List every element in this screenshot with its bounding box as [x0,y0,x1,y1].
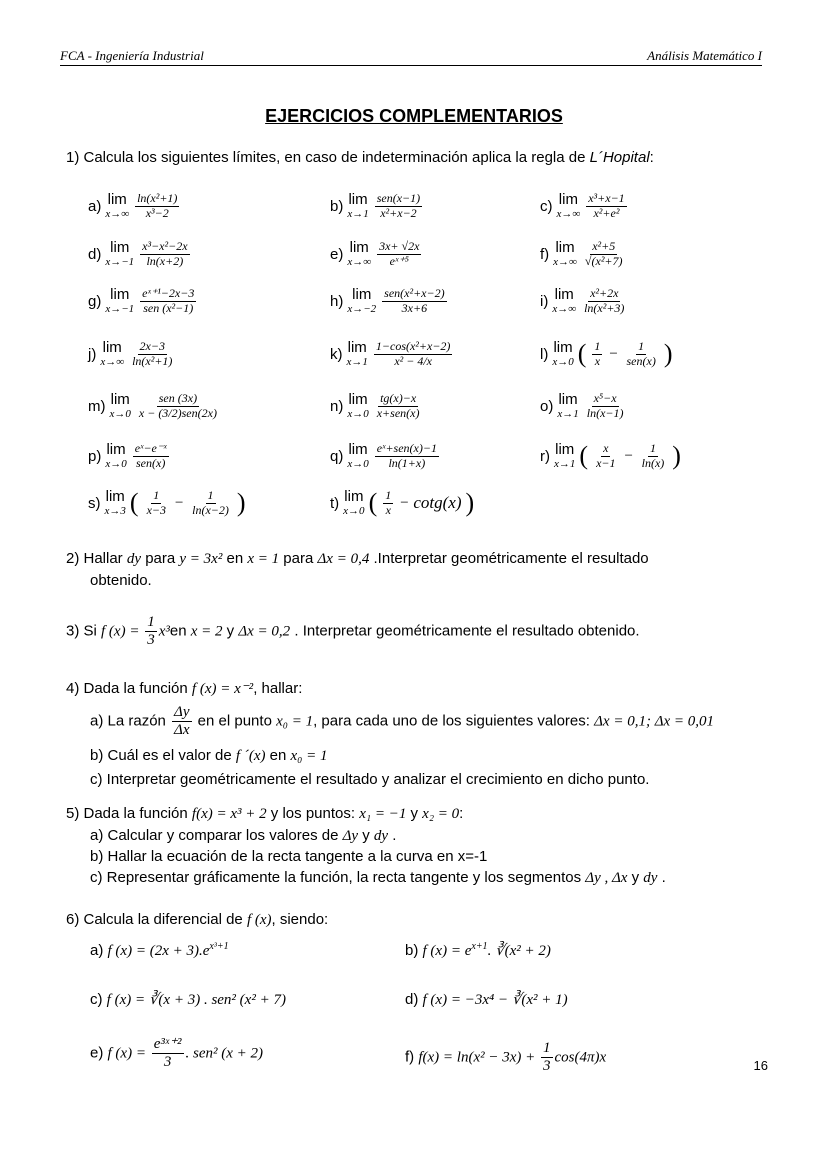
numerator: x⁵−x [593,391,617,405]
numerator: sen(x²+x−2) [384,286,445,300]
limit-subscript: x→3 [104,505,126,518]
exercise-6e [90,1036,390,1072]
limit-item [330,192,424,221]
limit-item [540,240,627,269]
exercise-6b [405,941,765,960]
lim-word: lim [555,441,575,459]
math-expression: x³+1 [209,941,229,952]
limit-label: l) [540,345,549,363]
fraction [140,287,196,316]
numerator: eˣ⁺¹−2x−3 [142,286,195,300]
right-paren: ) [465,488,475,518]
limit-label: n) [330,397,344,415]
limit-operator [347,240,371,268]
limit-subscript: x→−2 [347,303,377,316]
limit-operator [100,340,124,368]
denominator: ln(1+x) [388,455,426,470]
limit-operator [110,392,131,420]
limit-operator [347,392,368,420]
math-expression: f (x) = (2x + 3).e [107,943,210,959]
limit-operator [105,442,126,470]
text-segment: .Interpretar geométricamente el resultado [369,550,649,567]
limit-item [88,240,192,269]
math-expression: f(x) = x³ + 2 [191,806,267,822]
page-header [60,48,762,66]
fraction [583,240,625,269]
math-expression: dy [126,551,142,567]
limit-item [88,442,171,471]
limit-label: j) [88,345,97,363]
lim-word: lim [558,391,578,409]
minus-sign: − [623,447,634,464]
math-expression: f (x) = −3x⁴ − ∛(x² + 1) [422,992,568,1008]
right-paren: ) [236,488,246,518]
numerator: Δy [172,704,191,722]
text-segment: y [627,869,644,886]
text-segment: para [141,550,180,567]
text-segment: a) Calcular y comparar los valores de [90,827,343,844]
fraction [625,340,658,369]
limit-item [330,340,454,369]
math-expression: x = 1 [247,551,280,567]
limit-operator [552,340,573,368]
math-expression: Δy [342,828,359,844]
limit-operator [105,287,134,315]
limit-item [540,192,629,221]
limit-label: a) [88,197,102,215]
math-expression: x+1 [471,941,488,952]
limit-item [330,489,474,518]
numerator: 2x−3 [139,339,165,353]
limit-label: i) [540,292,549,310]
text-segment: para [279,550,318,567]
denominator: x [385,502,391,517]
denominator: √(x²+7) [584,253,623,268]
numerator: 1 [153,488,160,502]
limit-subscript: x→0 [347,408,369,421]
limit-operator [347,287,376,315]
limit-item [330,442,441,471]
text-segment: a) [90,942,108,959]
fraction [375,392,422,421]
math-expression: f ´(x) [235,748,266,764]
limit-label: s) [88,494,101,512]
limit-item [88,489,246,518]
limit-subscript: x→1 [557,408,579,421]
text-segment: en [265,747,291,764]
text-segment: c) Representar gráficamente la función, la recta tangente y los segmentos [90,869,586,886]
exercise-3 [66,614,766,650]
limit-subscript: x→∞ [105,208,130,221]
limit-subscript: x→−1 [105,303,135,316]
text-segment: f) [405,1048,419,1066]
denominator: x−3 [146,502,166,517]
math-expression: dy [643,870,658,886]
math-expression: f (x) = [107,1045,150,1062]
limit-item [88,192,181,221]
limit-subscript: x→0 [552,356,574,369]
exercise-5c [90,869,790,887]
fraction [592,340,602,369]
lim-word: lim [105,488,125,506]
text-segment: , siendo: [271,911,329,928]
exercise-5b [90,848,790,865]
text-segment: , para cada uno de los siguientes valores: [313,712,595,730]
exercise-6a [90,941,390,960]
lim-word: lim [554,286,574,304]
numerator: x³−x²−2x [142,239,188,253]
numerator: 1 [385,488,392,502]
math-expression: f (x) = ∛(x + 3) . sen² (x² + 7) [106,992,286,1008]
limit-item [540,340,673,369]
text-segment: b) Hallar la ecuación de la recta tangente a la curva en x=-1 [90,848,488,865]
text-segment: 6) Calcula la diferencial de [66,911,247,928]
exercise-2-line2 [90,572,790,589]
limit-item [540,287,628,316]
denominator: ln(x+2) [146,253,184,268]
header-right: Análisis Matemático I [647,48,762,63]
limit-operator [553,240,577,268]
lim-word: lim [348,191,368,209]
math-expression: Δx = 0,1; Δx = 0,01 [594,713,715,730]
exercise-6c [90,990,390,1009]
fraction [640,442,667,471]
denominator: x³−2 [145,205,169,220]
limit-subscript: x→1 [346,356,368,369]
limit-item [88,340,176,369]
limit-subscript: x→∞ [100,356,125,369]
numerator: sen(x−1) [376,191,421,205]
lim-word: lim [349,239,369,257]
numerator: 1 [541,1040,553,1058]
limit-subscript: x→0 [343,505,365,518]
text-segment: 5) Dada la función [66,805,192,822]
title-text: EJERCICIOS COMPLEMENTARIOS [265,106,563,126]
limit-label: r) [540,447,550,465]
fraction [152,1036,184,1072]
denominator: x²+x−2 [380,205,417,220]
limit-item [88,392,221,421]
fraction [374,340,453,369]
limit-item [88,287,198,316]
denominator: x − (3/2)sen(2x) [138,405,217,420]
fraction [140,240,189,269]
text-segment: b) [405,942,423,959]
math-expression: x³ [158,623,170,640]
denominator: Δx [174,722,190,739]
lim-word: lim [107,191,127,209]
fraction [130,340,174,369]
minus-sign: − [399,494,410,511]
text-segment: y los puntos: [266,805,360,822]
text-segment: 4) Dada la función [66,680,192,697]
right-paren: ) [663,339,673,369]
denominator: sen(x) [626,353,656,368]
numerator: 3x+ √2x [379,239,420,253]
limit-label: f) [540,245,550,263]
fraction [145,614,157,650]
denominator: ln(x²+3) [584,300,625,315]
exercise-6f [405,1040,765,1076]
limit-operator [347,192,368,220]
text-segment: en [169,622,191,640]
fraction [582,287,626,316]
math-expression: x₀ = 1 [276,713,314,730]
page-title [0,106,828,127]
limit-label: t) [330,494,340,512]
math-expression: x₁ = −1 [359,806,407,822]
text-segment: : [459,805,464,822]
lim-word: lim [352,286,372,304]
math-expression: x = 2 [190,623,223,640]
denominator: eˣ⁺⁵ [389,253,409,268]
exercise-4b [90,747,790,765]
limit-operator [557,192,581,220]
math-expression: Δx = 0,2 [238,623,291,640]
lim-word: lim [110,286,130,304]
lim-word: lim [558,191,578,209]
exercise-2 [66,550,766,568]
fraction [377,240,421,269]
math-expression: x₀ = 1 [290,748,328,764]
numerator: x²+5 [592,239,616,253]
denominator: ln(x−1) [586,405,624,420]
q1-italic: L´Hopital [589,149,650,166]
limit-subscript: x→∞ [556,208,581,221]
lim-word: lim [110,239,130,257]
tail-expression: cotg(x) [413,493,462,513]
lim-word: lim [344,488,364,506]
numerator: 1 [145,614,157,632]
text-segment: c) Interpretar geométricamente el resultado y analizar el crecimiento en dicho punto. [90,771,650,788]
lim-word: lim [102,339,122,357]
right-paren: ) [672,441,681,471]
numerator: x³+x−1 [588,191,625,205]
page-number: 16 [753,1058,768,1073]
left-paren: ( [368,488,378,518]
text-segment: y [222,622,239,640]
numerator: 1 [207,488,214,502]
math-expression: Δx = 0,4 [317,551,370,567]
exercise-4c [90,771,790,788]
limit-subscript: x→∞ [347,256,372,269]
numerator: 1−cos(x²+x−2) [375,339,451,353]
numerator: sen (3x) [158,391,198,405]
limit-subscript: x→1 [347,208,369,221]
text-segment: e) [90,1044,108,1062]
math-expression: dy [373,828,389,844]
numerator: tg(x)−x [380,391,417,405]
limit-item [330,287,449,316]
denominator: 3x+6 [401,300,428,315]
fraction [375,442,439,471]
limit-operator [552,287,576,315]
fraction [133,442,169,471]
lim-word: lim [555,239,575,257]
fraction [594,442,617,471]
math-expression: f (x) = x⁻² [191,681,254,697]
exercise-5 [66,805,766,823]
math-expression: x₂ = 0 [422,806,460,822]
math-expression: . sen² (x + 2) [185,1045,264,1062]
fraction [375,192,422,221]
fraction [190,489,231,518]
denominator: x−1 [596,455,616,470]
left-paren: ( [577,339,587,369]
text-segment: d) [405,991,423,1008]
text-segment: . [657,869,666,886]
limit-operator [105,489,126,517]
denominator: 3 [543,1058,551,1075]
limit-item [330,240,423,269]
fraction [383,489,393,518]
exercise-1-statement: 1) Calcula los siguientes límites, en caso de indeterminación aplica la regla de L´Hopital: [66,149,654,166]
limit-subscript: x→0 [109,408,131,421]
text-segment: c) [90,991,107,1008]
denominator: x² − 4/x [394,353,432,368]
limit-subscript: x→0 [347,458,369,471]
math-expression: f (x) = e [422,943,472,959]
denominator: sen (x²−1) [143,300,194,315]
text-segment: , hallar: [253,680,303,697]
limit-subscript: x→0 [105,458,127,471]
numerator: ln(x²+1) [137,191,178,205]
limit-subscript: x→−1 [105,256,135,269]
text-segment: en el punto [193,712,277,730]
denominator: sen(x) [136,455,166,470]
limit-label: c) [540,197,553,215]
lim-word: lim [348,441,368,459]
limit-label: d) [88,245,102,263]
left-paren: ( [129,488,139,518]
minus-sign: − [608,345,619,362]
text-segment: a) La razón [90,712,171,730]
text-segment: . [388,827,397,844]
minus-sign: − [174,494,185,511]
math-expression: f(x) = ln(x² − 3x) + [418,1049,539,1066]
fraction [137,392,219,421]
math-expression: f (x) = [101,623,144,640]
fraction [541,1040,553,1076]
exercise-4a [90,704,790,740]
limit-label: p) [88,447,102,465]
limit-operator [343,489,364,517]
denominator: 3 [163,1054,172,1071]
denominator: ln(x−2) [192,502,229,517]
lim-word: lim [347,339,367,357]
text-segment: obtenido. [90,572,152,589]
denominator: ln(x) [641,455,665,470]
exercise-4 [66,679,766,698]
limit-operator [347,442,368,470]
limit-label: b) [330,197,344,215]
left-paren: ( [579,441,589,471]
header-left: FCA - Ingeniería Industrial [60,48,204,63]
limit-label: k) [330,345,343,363]
limit-operator [105,240,134,268]
numerator: x²+2x [590,286,619,300]
lim-word: lim [553,339,573,357]
denominator: 3 [147,632,155,649]
fraction [586,192,626,221]
exercise-6 [66,911,766,929]
exercise-5a [90,827,790,845]
denominator: x²+e² [593,205,620,220]
lim-word: lim [348,391,368,409]
math-expression: cos(4π)x [554,1049,607,1066]
limit-item [330,392,423,421]
numerator: eˣ+sen(x)−1 [376,441,437,455]
math-expression: Δy , Δx [585,870,628,886]
limit-label: h) [330,292,344,310]
limit-operator [347,340,368,368]
limit-operator [554,442,575,470]
limit-label: q) [330,447,344,465]
limit-subscript: x→∞ [552,303,577,316]
math-expression: y = 3x² [179,551,223,567]
numerator: e³ˣ⁺² [152,1036,184,1054]
limit-item [540,392,627,421]
numerator: eˣ−e⁻ˣ [134,441,167,455]
denominator: x [594,353,601,368]
fraction [145,489,168,518]
limit-operator [105,192,129,220]
math-expression: . ∛(x² + 2) [487,943,551,959]
limit-item [540,442,681,471]
limit-operator [557,392,578,420]
numerator: 1 [638,339,645,353]
limit-label: m) [88,397,106,415]
fraction [135,192,179,221]
fraction [585,392,626,421]
text-segment: b) Cuál es el valor de [90,747,236,764]
lim-word: lim [106,441,126,459]
text-segment: 2) Hallar [66,550,127,567]
numerator: 1 [594,339,601,353]
numerator: x [603,441,609,455]
limit-subscript: x→1 [554,458,576,471]
fraction [382,287,446,316]
math-expression: f (x) [246,912,272,928]
limit-subscript: x→∞ [553,256,577,269]
denominator: x+sen(x) [376,405,420,420]
exercise-6d [405,990,765,1009]
limit-label: o) [540,397,554,415]
lim-word: lim [110,391,130,409]
text-segment: 3) Si [66,622,102,640]
numerator: 1 [649,441,656,455]
denominator: ln(x²+1) [132,353,173,368]
limit-label: g) [88,292,102,310]
text-segment: y [406,805,423,822]
fraction [172,704,191,740]
text-segment: en [222,550,248,567]
text-segment: y [358,827,374,844]
q1-text: 1) Calcula los siguientes límites, en caso de indeterminación aplica la regla de [66,149,590,166]
limit-label: e) [330,245,344,263]
text-segment: . Interpretar geométricamente el resultado obtenido. [290,622,640,640]
